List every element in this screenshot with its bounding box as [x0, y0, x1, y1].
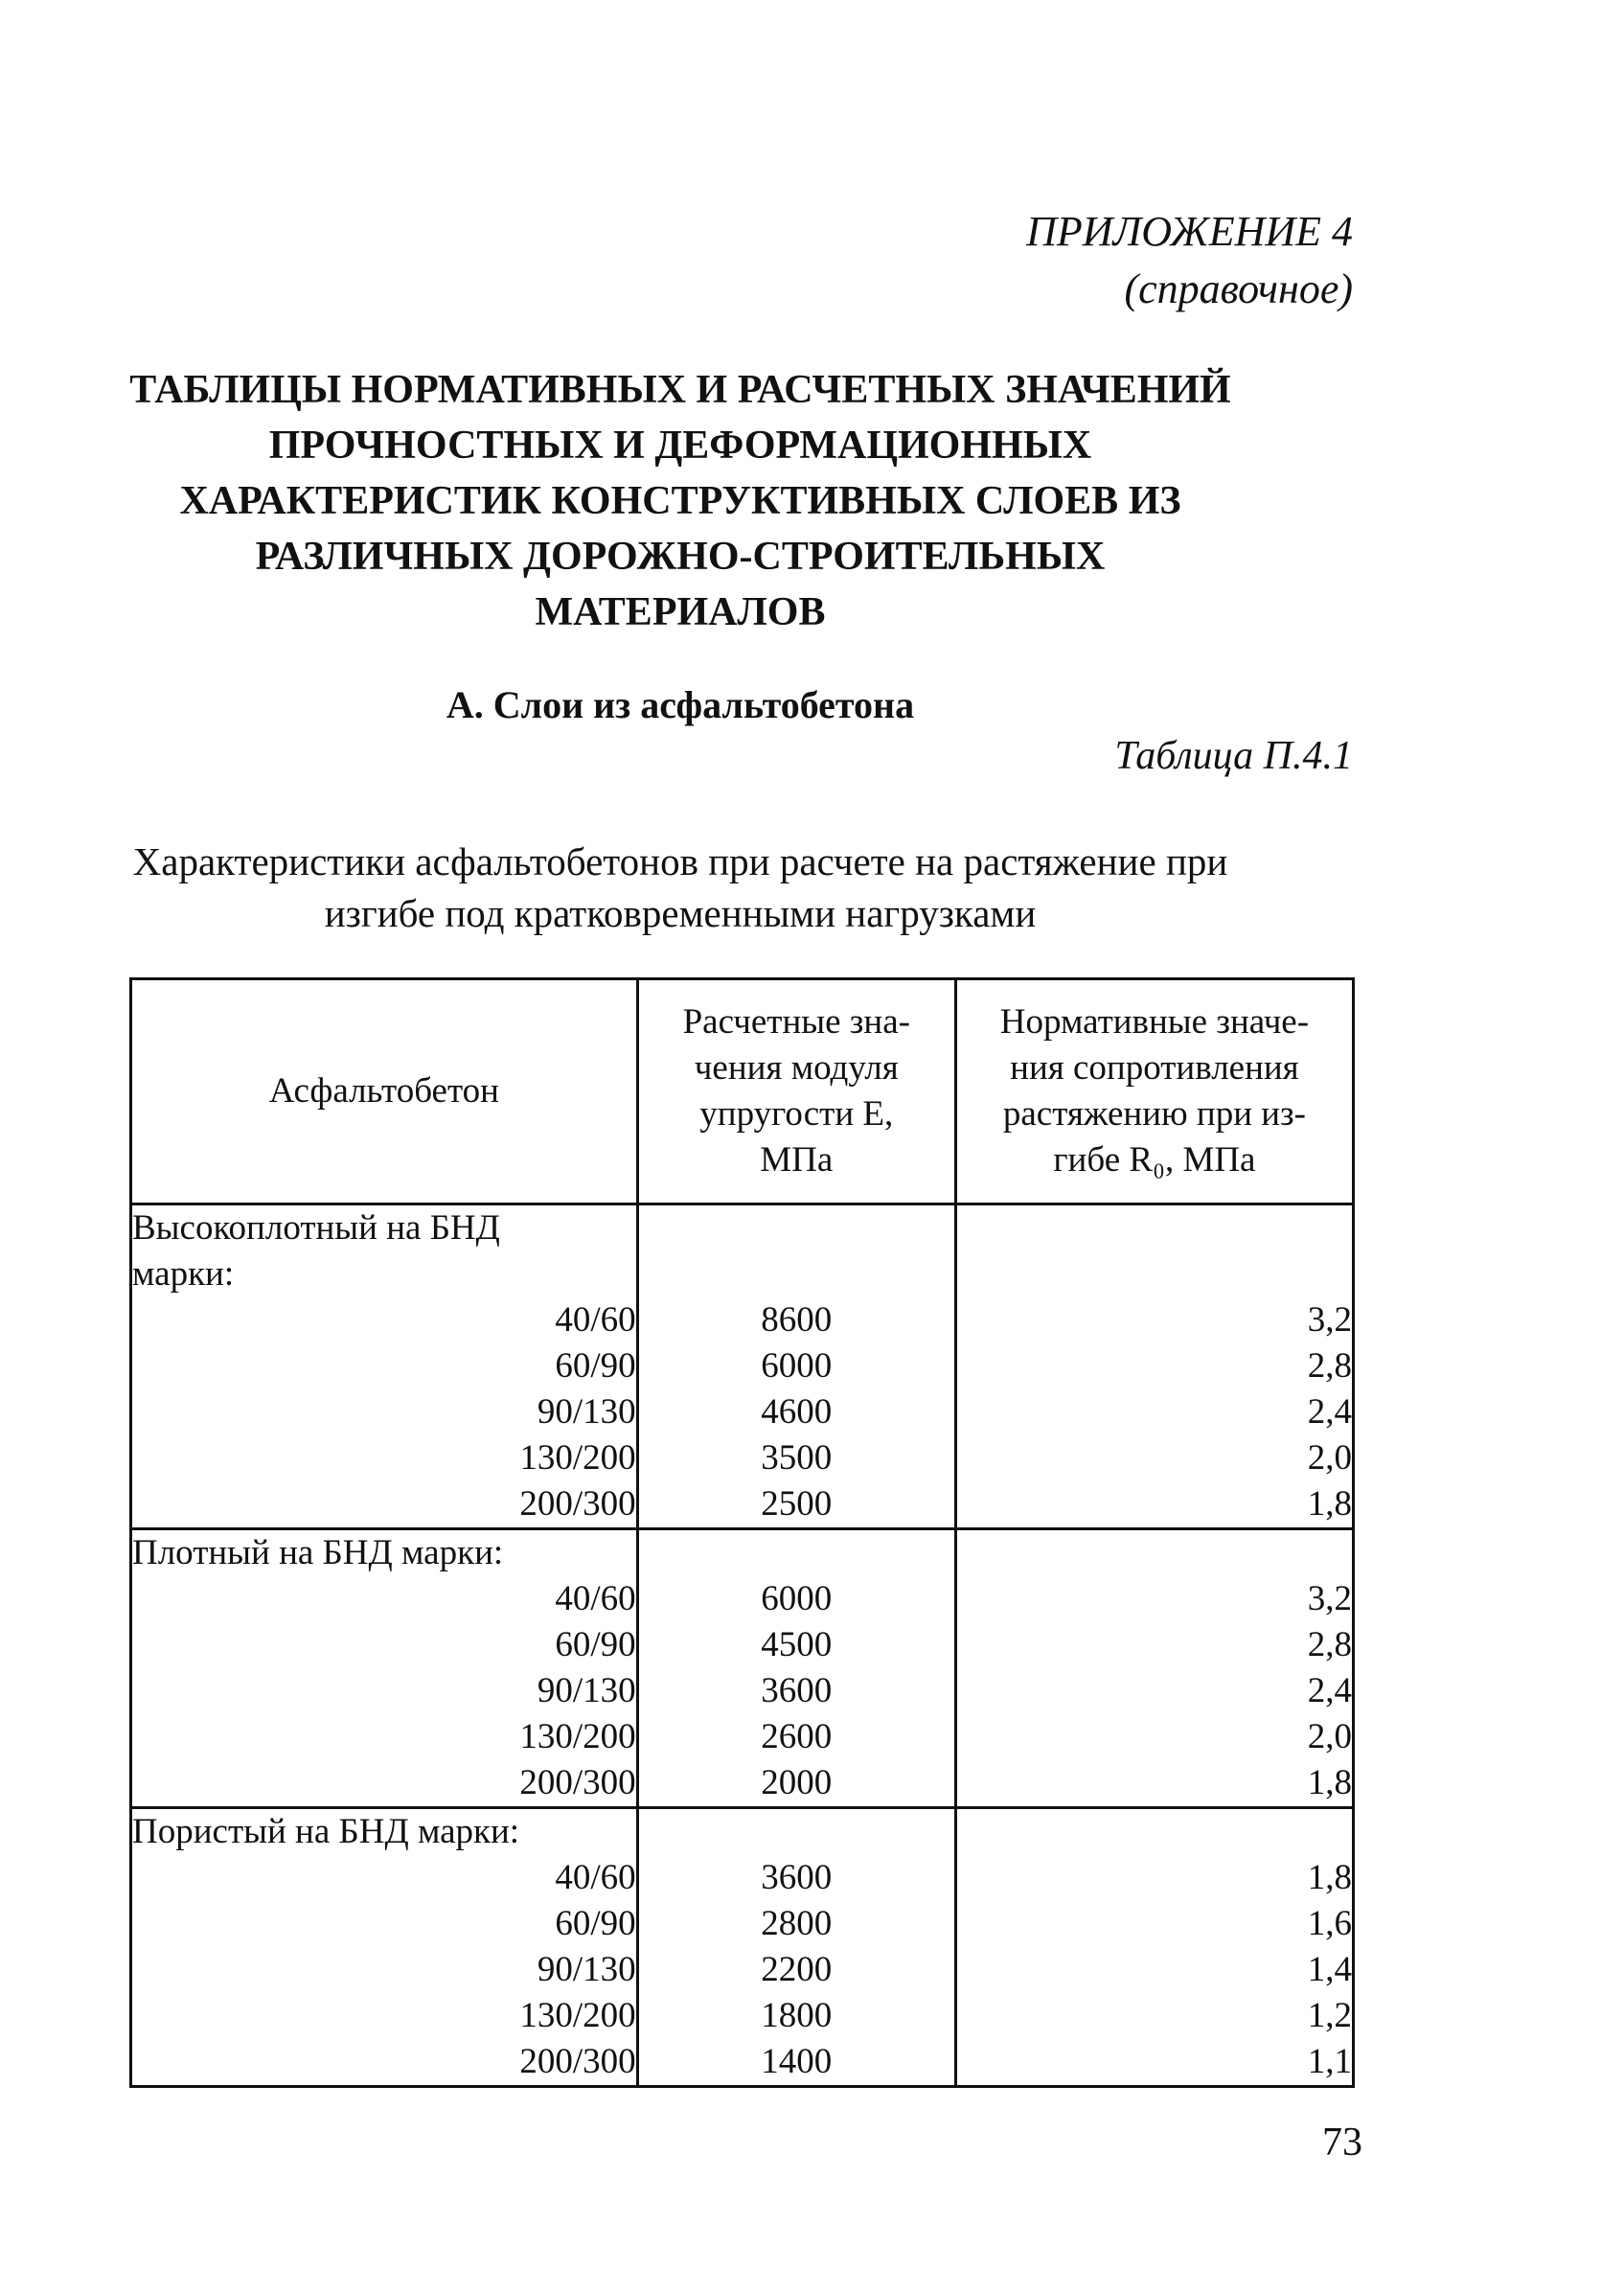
strength-cell: 1,8 — [955, 1855, 1353, 1901]
main-title-line: РАЗЛИЧНЫХ ДОРОЖНО-СТРОИТЕЛЬНЫХ — [255, 535, 1106, 579]
appendix-heading — [1026, 203, 1353, 318]
grade-cell: 60/90 — [131, 1343, 638, 1389]
header-line: Асфальтобетон — [268, 1071, 499, 1111]
grade-cell: 200/300 — [131, 1760, 638, 1808]
modulus-cell: 2200 — [637, 1947, 955, 1993]
table-row — [131, 1481, 1354, 1529]
strength-cell: 1,4 — [955, 1947, 1353, 1993]
strength-cell: 1,8 — [955, 1481, 1353, 1529]
table-row — [131, 1947, 1354, 1993]
modulus-cell: 4500 — [637, 1622, 955, 1668]
table-row — [131, 1668, 1354, 1714]
table-number: Таблица П.4.1 — [1114, 734, 1353, 778]
table-row — [131, 1435, 1354, 1481]
table-row — [131, 1714, 1354, 1760]
grade-cell: 200/300 — [131, 2039, 638, 2087]
strength-cell: 2,0 — [955, 1435, 1353, 1481]
header-line: гибе R₀, МПа — [1053, 1140, 1256, 1180]
modulus-cell: 2500 — [637, 1481, 955, 1529]
strength-cell: 3,2 — [955, 1576, 1353, 1622]
table-row — [131, 1760, 1354, 1808]
group-label-row — [131, 1808, 1354, 1856]
strength-cell: 3,2 — [955, 1297, 1353, 1343]
group-label — [131, 1204, 638, 1298]
grade-cell: 60/90 — [131, 1901, 638, 1947]
modulus-cell: 3600 — [637, 1855, 955, 1901]
page-number: 73 — [1322, 2121, 1362, 2165]
header-modulus — [637, 979, 955, 1204]
asphalt-characteristics-table — [129, 977, 1355, 2088]
main-title-line: ТАБЛИЦЫ НОРМАТИВНЫХ И РАСЧЕТНЫХ ЗНАЧЕНИЙ — [129, 368, 1231, 412]
empty-cell — [955, 1808, 1353, 1856]
table-row — [131, 1855, 1354, 1901]
modulus-cell: 1400 — [637, 2039, 955, 2087]
main-title-line: ПРОЧНОСТНЫХ И ДЕФОРМАЦИОННЫХ — [268, 424, 1092, 468]
grade-cell: 90/130 — [131, 1389, 638, 1435]
group-label: Пористый на БНД марки: — [131, 1808, 638, 1856]
header-asphalt — [131, 979, 638, 1204]
grade-cell: 60/90 — [131, 1622, 638, 1668]
modulus-cell: 2800 — [637, 1901, 955, 1947]
modulus-cell: 3600 — [637, 1668, 955, 1714]
modulus-cell: 4600 — [637, 1389, 955, 1435]
modulus-cell: 2000 — [637, 1760, 955, 1808]
group-label-line: Высокоплотный на БНД — [132, 1208, 500, 1248]
header-line: ния сопротивления — [1010, 1048, 1299, 1088]
appendix-note: (справочное) — [1124, 265, 1353, 312]
main-title-line: МАТЕРИАЛОВ — [535, 590, 826, 634]
group-label-line: марки: — [132, 1254, 235, 1294]
section-title: А. Слои из асфальтобетона — [446, 683, 915, 726]
strength-cell: 2,8 — [955, 1622, 1353, 1668]
grade-cell: 40/60 — [131, 1576, 638, 1622]
table-caption-line: Характеристики асфальтобетонов при расчете на растяжение при — [132, 839, 1228, 883]
strength-cell: 1,2 — [955, 1993, 1353, 2039]
modulus-cell: 2600 — [637, 1714, 955, 1760]
grade-cell: 90/130 — [131, 1947, 638, 1993]
empty-cell — [637, 1808, 955, 1856]
group-label-row — [131, 1204, 1354, 1298]
modulus-cell: 6000 — [637, 1576, 955, 1622]
table-row — [131, 1576, 1354, 1622]
grade-cell: 90/130 — [131, 1668, 638, 1714]
modulus-cell: 8600 — [637, 1297, 955, 1343]
strength-cell: 1,6 — [955, 1901, 1353, 1947]
header-line: Нормативные значе- — [999, 1002, 1310, 1042]
strength-cell: 1,8 — [955, 1760, 1353, 1808]
table-row — [131, 1901, 1354, 1947]
grade-cell: 130/200 — [131, 1714, 638, 1760]
header-line: упругости Е, — [699, 1094, 894, 1134]
table-caption-line: изгибе под кратковременными нагрузками — [324, 891, 1037, 935]
empty-cell — [637, 1529, 955, 1577]
grade-cell: 40/60 — [131, 1297, 638, 1343]
table-row — [131, 2039, 1354, 2087]
empty-cell — [955, 1529, 1353, 1577]
table-caption — [105, 836, 1255, 939]
empty-cell — [955, 1204, 1353, 1298]
header-line: Расчетные зна- — [682, 1002, 910, 1042]
modulus-cell: 3500 — [637, 1435, 955, 1481]
table-row — [131, 1297, 1354, 1343]
table-row — [131, 1343, 1354, 1389]
main-title-line: ХАРАКТЕРИСТИК КОНСТРУКТИВНЫХ СЛОЕВ ИЗ — [179, 479, 1181, 523]
grade-cell: 40/60 — [131, 1855, 638, 1901]
header-line: растяжению при из- — [1002, 1094, 1306, 1134]
strength-cell: 1,1 — [955, 2039, 1353, 2087]
header-line: чения модуля — [694, 1048, 899, 1088]
table-row — [131, 1389, 1354, 1435]
strength-cell: 2,0 — [955, 1714, 1353, 1760]
table-row — [131, 1622, 1354, 1668]
grade-cell: 200/300 — [131, 1481, 638, 1529]
modulus-cell: 6000 — [637, 1343, 955, 1389]
grade-cell: 130/200 — [131, 1993, 638, 2039]
group-label-row — [131, 1529, 1354, 1577]
appendix-label: ПРИЛОЖЕНИЕ 4 — [1026, 208, 1353, 255]
strength-cell: 2,4 — [955, 1389, 1353, 1435]
header-strength — [955, 979, 1353, 1204]
modulus-cell: 1800 — [637, 1993, 955, 2039]
main-title — [125, 362, 1236, 640]
grade-cell: 130/200 — [131, 1435, 638, 1481]
header-line: МПа — [760, 1140, 834, 1180]
strength-cell: 2,8 — [955, 1343, 1353, 1389]
empty-cell — [637, 1204, 955, 1298]
group-label: Плотный на БНД марки: — [131, 1529, 638, 1577]
table-row — [131, 1993, 1354, 2039]
strength-cell: 2,4 — [955, 1668, 1353, 1714]
table-header-row — [131, 979, 1354, 1204]
